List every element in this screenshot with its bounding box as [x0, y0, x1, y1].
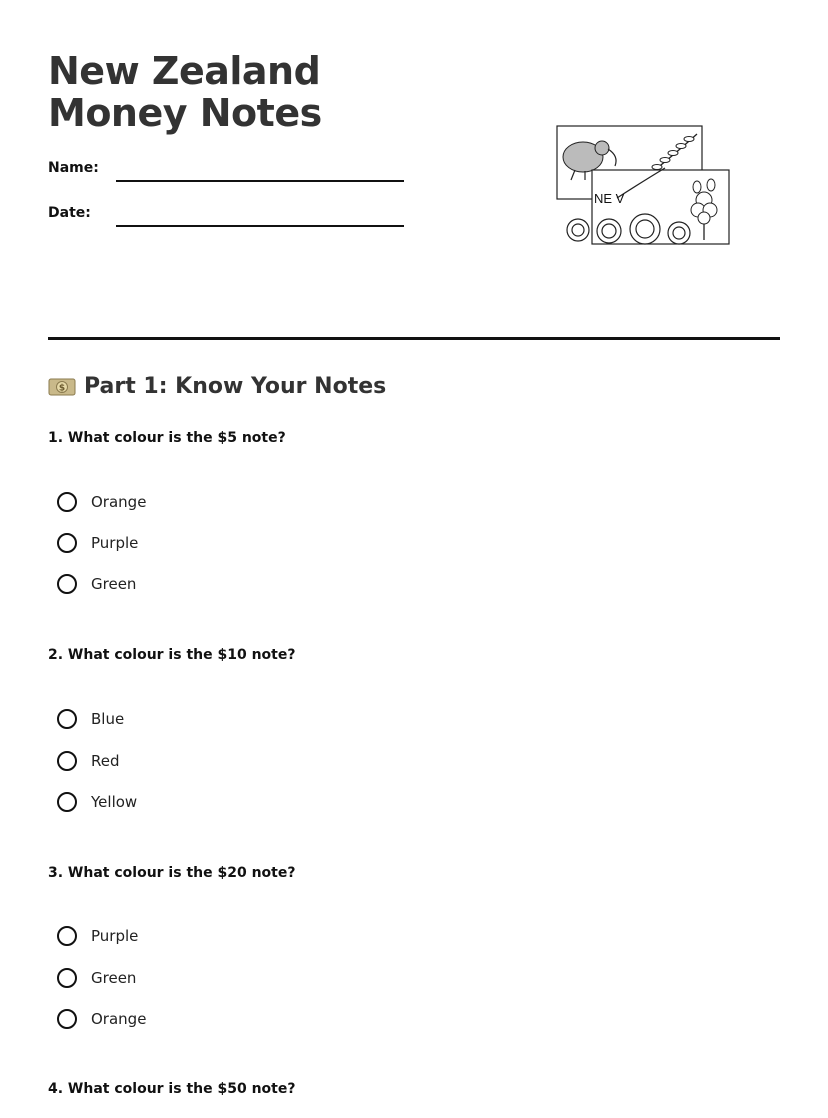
option-label: Purple — [91, 927, 139, 945]
section-divider — [48, 337, 780, 340]
date-label: Date: — [48, 205, 91, 221]
q3-option-1[interactable] — [57, 926, 138, 946]
radio-button[interactable] — [57, 709, 77, 729]
radio-button[interactable] — [57, 926, 77, 946]
q2-option-1[interactable] — [57, 709, 124, 729]
q2-option-3[interactable] — [57, 792, 137, 812]
part1-title: Part 1: Know Your Notes — [84, 374, 387, 399]
question-1: 1. What colour is the $5 note? — [48, 430, 286, 446]
radio-button[interactable] — [57, 792, 77, 812]
option-label: Red — [91, 752, 120, 770]
q2-option-2[interactable] — [57, 751, 120, 771]
q1-option-3[interactable] — [57, 574, 136, 594]
radio-button[interactable] — [57, 1009, 77, 1029]
svg-text:$: $ — [58, 383, 66, 393]
radio-button[interactable] — [57, 492, 77, 512]
radio-button[interactable] — [57, 968, 77, 988]
option-label: Yellow — [91, 793, 138, 811]
note-text: NE V — [594, 191, 625, 206]
option-label: Orange — [91, 493, 147, 511]
radio-button[interactable] — [57, 751, 77, 771]
money-icon — [48, 377, 76, 397]
question-2: 2. What colour is the $10 note? — [48, 647, 296, 663]
money-illustration — [555, 122, 735, 248]
page-title: New Zealand Money Notes — [48, 49, 322, 135]
name-input-line[interactable] — [116, 180, 404, 182]
question-3: 3. What colour is the $20 note? — [48, 865, 296, 881]
radio-button[interactable] — [57, 574, 77, 594]
q1-option-1[interactable] — [57, 492, 146, 512]
option-label: Purple — [91, 534, 139, 552]
option-label: Orange — [91, 1010, 147, 1028]
option-label: Green — [91, 575, 137, 593]
name-label: Name: — [48, 160, 99, 176]
option-label: Green — [91, 969, 137, 987]
radio-button[interactable] — [57, 533, 77, 553]
q1-option-2[interactable] — [57, 533, 138, 553]
q3-option-2[interactable] — [57, 968, 136, 988]
question-4: 4. What colour is the $50 note? — [48, 1081, 296, 1097]
q3-option-3[interactable] — [57, 1009, 146, 1029]
date-input-line[interactable] — [116, 225, 404, 227]
option-label: Blue — [91, 710, 125, 728]
part1-heading — [48, 374, 386, 399]
